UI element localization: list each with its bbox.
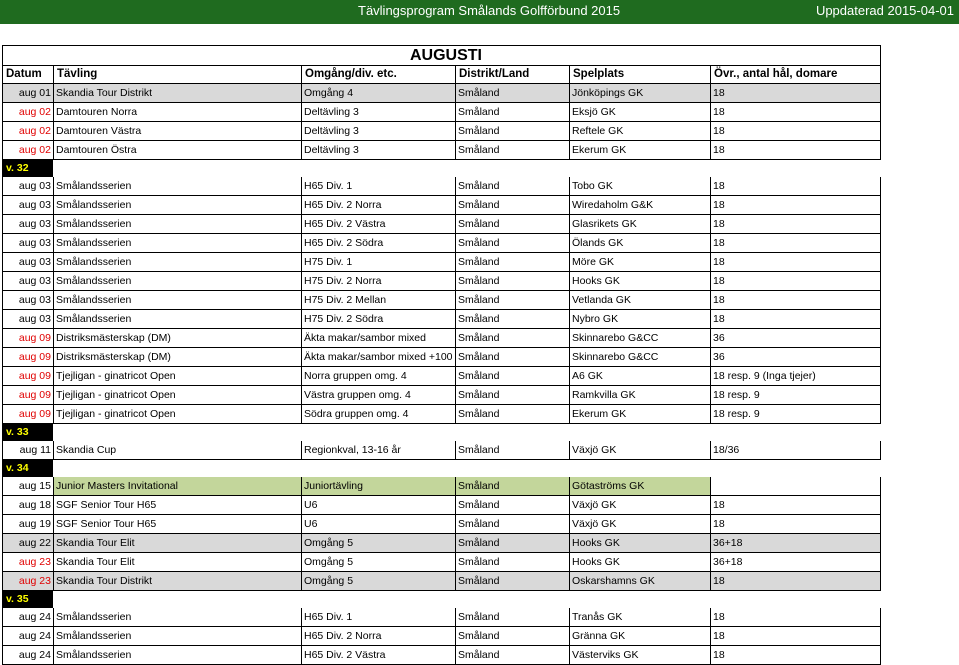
cell-date: aug 22 bbox=[3, 534, 54, 552]
cell-other: 18 bbox=[711, 234, 881, 252]
cell-competition: Tjejligan - ginatricot Open bbox=[54, 405, 302, 423]
document-title: Tävlingsprogram Smålands Golfförbund 2015 bbox=[358, 3, 621, 18]
cell-district: Småland bbox=[456, 177, 570, 195]
cell-district: Småland bbox=[456, 515, 570, 533]
table-row bbox=[3, 441, 881, 460]
cell-other: 18 bbox=[711, 572, 881, 590]
table-row bbox=[3, 405, 881, 424]
cell-district: Småland bbox=[456, 122, 570, 140]
cell-round: H75 Div. 1 bbox=[302, 253, 456, 271]
cell-date: aug 09 bbox=[3, 329, 54, 347]
cell-date: aug 11 bbox=[3, 441, 54, 459]
cell-district: Småland bbox=[456, 627, 570, 645]
week-label: v. 34 bbox=[3, 460, 53, 477]
cell-venue: Ölands GK bbox=[570, 234, 711, 252]
cell-competition: Smålandsserien bbox=[54, 627, 302, 645]
cell-other: 36+18 bbox=[711, 553, 881, 571]
cell-date: aug 09 bbox=[3, 386, 54, 404]
table-row bbox=[3, 348, 881, 367]
cell-round: Omgång 5 bbox=[302, 534, 456, 552]
cell-venue: Vetlanda GK bbox=[570, 291, 711, 309]
cell-district: Småland bbox=[456, 367, 570, 385]
cell-district: Småland bbox=[456, 291, 570, 309]
cell-district: Småland bbox=[456, 441, 570, 459]
table-row bbox=[3, 196, 881, 215]
cell-district: Småland bbox=[456, 608, 570, 626]
cell-competition: Skandia Tour Distrikt bbox=[54, 84, 302, 102]
cell-round: H75 Div. 2 Mellan bbox=[302, 291, 456, 309]
table-row bbox=[3, 367, 881, 386]
cell-district: Småland bbox=[456, 215, 570, 233]
cell-district: Småland bbox=[456, 272, 570, 290]
cell-round: Äkta makar/sambor mixed bbox=[302, 329, 456, 347]
cell-round: U6 bbox=[302, 515, 456, 533]
cell-other: 18 bbox=[711, 122, 881, 140]
cell-competition: Distriksmästerskap (DM) bbox=[54, 329, 302, 347]
cell-competition: Damtouren Västra bbox=[54, 122, 302, 140]
cell-date: aug 03 bbox=[3, 253, 54, 271]
table-row bbox=[3, 272, 881, 291]
cell-other: 18 bbox=[711, 103, 881, 121]
cell-district: Småland bbox=[456, 234, 570, 252]
cell-venue: Tobo GK bbox=[570, 177, 711, 195]
cell-round: H65 Div. 2 Norra bbox=[302, 627, 456, 645]
cell-competition: Smålandsserien bbox=[54, 234, 302, 252]
table-row bbox=[3, 329, 881, 348]
cell-district: Småland bbox=[456, 386, 570, 404]
cell-date: aug 24 bbox=[3, 608, 54, 626]
table-row bbox=[3, 291, 881, 310]
cell-competition: SGF Senior Tour H65 bbox=[54, 515, 302, 533]
cell-round: Omgång 5 bbox=[302, 553, 456, 571]
cell-competition: Smålandsserien bbox=[54, 177, 302, 195]
table-row bbox=[3, 103, 881, 122]
cell-other: 36 bbox=[711, 348, 881, 366]
cell-competition: Damtouren Norra bbox=[54, 103, 302, 121]
cell-round: U6 bbox=[302, 496, 456, 514]
cell-date: aug 03 bbox=[3, 310, 54, 328]
cell-date: aug 03 bbox=[3, 291, 54, 309]
cell-round: H65 Div. 1 bbox=[302, 177, 456, 195]
table-row bbox=[3, 515, 881, 534]
cell-competition: Tjejligan - ginatricot Open bbox=[54, 367, 302, 385]
cell-date: aug 09 bbox=[3, 405, 54, 423]
cell-round: Deltävling 3 bbox=[302, 103, 456, 121]
table-row bbox=[3, 141, 881, 160]
cell-venue: A6 GK bbox=[570, 367, 711, 385]
cell-district: Småland bbox=[456, 329, 570, 347]
cell-competition: Smålandsserien bbox=[54, 310, 302, 328]
cell-venue: Hooks GK bbox=[570, 272, 711, 290]
cell-round: Omgång 5 bbox=[302, 572, 456, 590]
cell-district: Småland bbox=[456, 477, 570, 495]
cell-round: Västra gruppen omg. 4 bbox=[302, 386, 456, 404]
schedule-table bbox=[2, 45, 881, 665]
cell-other: 18 bbox=[711, 253, 881, 271]
table-row bbox=[3, 477, 881, 496]
cell-other: 18 bbox=[711, 310, 881, 328]
cell-round: H75 Div. 2 Södra bbox=[302, 310, 456, 328]
cell-date: aug 15 bbox=[3, 477, 54, 495]
cell-date: aug 03 bbox=[3, 177, 54, 195]
cell-venue: Skinnarebo G&CC bbox=[570, 329, 711, 347]
col-district: Distrikt/Land bbox=[456, 66, 570, 83]
week-label: v. 32 bbox=[3, 160, 53, 177]
page-header bbox=[0, 0, 959, 24]
cell-venue: Ekerum GK bbox=[570, 405, 711, 423]
table-row bbox=[3, 386, 881, 405]
table-row bbox=[3, 553, 881, 572]
cell-venue: Oskarshamns GK bbox=[570, 572, 711, 590]
month-title: AUGUSTI bbox=[410, 47, 482, 64]
cell-venue: Jönköpings GK bbox=[570, 84, 711, 102]
cell-competition: Distriksmästerskap (DM) bbox=[54, 348, 302, 366]
cell-competition: Skandia Tour Elit bbox=[54, 553, 302, 571]
col-venue: Spelplats bbox=[570, 66, 711, 83]
cell-other: 18 bbox=[711, 272, 881, 290]
cell-round: Äkta makar/sambor mixed +100 bbox=[302, 348, 456, 366]
cell-district: Småland bbox=[456, 348, 570, 366]
table-row bbox=[3, 496, 881, 515]
cell-competition: Skandia Cup bbox=[54, 441, 302, 459]
cell-other: 36 bbox=[711, 329, 881, 347]
cell-round: Regionkval, 13-16 år bbox=[302, 441, 456, 459]
col-date: Datum bbox=[3, 66, 54, 83]
cell-date: aug 24 bbox=[3, 627, 54, 645]
cell-competition: Damtouren Östra bbox=[54, 141, 302, 159]
cell-other: 18 bbox=[711, 84, 881, 102]
cell-venue: Ekerum GK bbox=[570, 141, 711, 159]
cell-competition: Smålandsserien bbox=[54, 646, 302, 664]
cell-round: H65 Div. 2 Västra bbox=[302, 646, 456, 664]
cell-round: Södra gruppen omg. 4 bbox=[302, 405, 456, 423]
cell-other: 18 bbox=[711, 196, 881, 214]
cell-date: aug 02 bbox=[3, 103, 54, 121]
col-competition: Tävling bbox=[54, 66, 302, 83]
cell-district: Småland bbox=[456, 253, 570, 271]
col-other: Övr., antal hål, domare bbox=[711, 66, 881, 83]
cell-date: aug 18 bbox=[3, 496, 54, 514]
cell-round: H75 Div. 2 Norra bbox=[302, 272, 456, 290]
table-row bbox=[3, 84, 881, 103]
cell-venue: Växjö GK bbox=[570, 441, 711, 459]
cell-district: Småland bbox=[456, 84, 570, 102]
cell-other bbox=[711, 477, 881, 495]
table-row bbox=[3, 572, 881, 591]
cell-date: aug 23 bbox=[3, 572, 54, 590]
cell-venue: Växjö GK bbox=[570, 515, 711, 533]
table-row bbox=[3, 608, 881, 627]
cell-venue: Gränna GK bbox=[570, 627, 711, 645]
cell-other: 18 resp. 9 bbox=[711, 405, 881, 423]
cell-venue: Hooks GK bbox=[570, 534, 711, 552]
week-label: v. 33 bbox=[3, 424, 53, 441]
cell-other: 18 bbox=[711, 177, 881, 195]
cell-district: Småland bbox=[456, 196, 570, 214]
cell-round: Norra gruppen omg. 4 bbox=[302, 367, 456, 385]
col-round: Omgång/div. etc. bbox=[302, 66, 456, 83]
cell-district: Småland bbox=[456, 310, 570, 328]
cell-venue: Reftele GK bbox=[570, 122, 711, 140]
cell-date: aug 03 bbox=[3, 234, 54, 252]
cell-district: Småland bbox=[456, 405, 570, 423]
cell-venue: Wiredaholm G&K bbox=[570, 196, 711, 214]
cell-date: aug 23 bbox=[3, 553, 54, 571]
cell-round: Deltävling 3 bbox=[302, 122, 456, 140]
cell-date: aug 24 bbox=[3, 646, 54, 664]
cell-other: 18 bbox=[711, 291, 881, 309]
cell-venue: Glasrikets GK bbox=[570, 215, 711, 233]
cell-district: Småland bbox=[456, 141, 570, 159]
table-header bbox=[3, 65, 881, 84]
week-label: v. 35 bbox=[3, 591, 53, 608]
cell-district: Småland bbox=[456, 103, 570, 121]
cell-other: 18 bbox=[711, 141, 881, 159]
cell-other: 18 bbox=[711, 646, 881, 664]
cell-district: Småland bbox=[456, 646, 570, 664]
cell-other: 18 resp. 9 (Inga tjejer) bbox=[711, 367, 881, 385]
cell-district: Småland bbox=[456, 553, 570, 571]
cell-district: Småland bbox=[456, 572, 570, 590]
cell-venue: Skinnarebo G&CC bbox=[570, 348, 711, 366]
cell-competition: Smålandsserien bbox=[54, 291, 302, 309]
cell-date: aug 09 bbox=[3, 348, 54, 366]
cell-date: aug 03 bbox=[3, 272, 54, 290]
cell-competition: Skandia Tour Distrikt bbox=[54, 572, 302, 590]
cell-round: H65 Div. 2 Västra bbox=[302, 215, 456, 233]
cell-other: 18 bbox=[711, 496, 881, 514]
cell-other: 18 bbox=[711, 215, 881, 233]
cell-venue: Hooks GK bbox=[570, 553, 711, 571]
table-row bbox=[3, 627, 881, 646]
cell-competition: Smålandsserien bbox=[54, 272, 302, 290]
table-row bbox=[3, 253, 881, 272]
updated-date: Uppdaterad 2015-04-01 bbox=[815, 3, 954, 18]
cell-date: aug 09 bbox=[3, 367, 54, 385]
table-row bbox=[3, 646, 881, 665]
table-row bbox=[3, 310, 881, 329]
cell-other: 18/36 bbox=[711, 441, 881, 459]
table-row bbox=[3, 177, 881, 196]
cell-other: 18 bbox=[711, 515, 881, 533]
cell-venue: Möre GK bbox=[570, 253, 711, 271]
cell-date: aug 03 bbox=[3, 215, 54, 233]
cell-competition: Smålandsserien bbox=[54, 215, 302, 233]
cell-competition: SGF Senior Tour H65 bbox=[54, 496, 302, 514]
cell-round: Juniortävling bbox=[302, 477, 456, 495]
cell-competition: Skandia Tour Elit bbox=[54, 534, 302, 552]
cell-venue: Nybro GK bbox=[570, 310, 711, 328]
cell-venue: Tranås GK bbox=[570, 608, 711, 626]
cell-date: aug 19 bbox=[3, 515, 54, 533]
cell-other: 36+18 bbox=[711, 534, 881, 552]
cell-competition: Smålandsserien bbox=[54, 253, 302, 271]
cell-round: H65 Div. 2 Norra bbox=[302, 196, 456, 214]
cell-date: aug 01 bbox=[3, 84, 54, 102]
cell-competition: Junior Masters Invitational bbox=[54, 477, 302, 495]
cell-district: Småland bbox=[456, 496, 570, 514]
table-row bbox=[3, 234, 881, 253]
cell-venue: Västerviks GK bbox=[570, 646, 711, 664]
cell-round: Omgång 4 bbox=[302, 84, 456, 102]
cell-venue: Ramkvilla GK bbox=[570, 386, 711, 404]
cell-venue: Växjö GK bbox=[570, 496, 711, 514]
table-row bbox=[3, 534, 881, 553]
table-row bbox=[3, 215, 881, 234]
cell-district: Småland bbox=[456, 534, 570, 552]
cell-competition: Tjejligan - ginatricot Open bbox=[54, 386, 302, 404]
cell-date: aug 03 bbox=[3, 196, 54, 214]
table-body bbox=[3, 84, 881, 665]
cell-venue: Eksjö GK bbox=[570, 103, 711, 121]
table-row bbox=[3, 122, 881, 141]
cell-competition: Smålandsserien bbox=[54, 196, 302, 214]
cell-venue: Götaströms GK bbox=[570, 477, 711, 495]
cell-date: aug 02 bbox=[3, 122, 54, 140]
cell-competition: Smålandsserien bbox=[54, 608, 302, 626]
cell-other: 18 bbox=[711, 608, 881, 626]
cell-other: 18 resp. 9 bbox=[711, 386, 881, 404]
cell-round: H65 Div. 2 Södra bbox=[302, 234, 456, 252]
cell-round: H65 Div. 1 bbox=[302, 608, 456, 626]
cell-date: aug 02 bbox=[3, 141, 54, 159]
month-heading bbox=[3, 45, 881, 65]
cell-other: 18 bbox=[711, 627, 881, 645]
cell-round: Deltävling 3 bbox=[302, 141, 456, 159]
